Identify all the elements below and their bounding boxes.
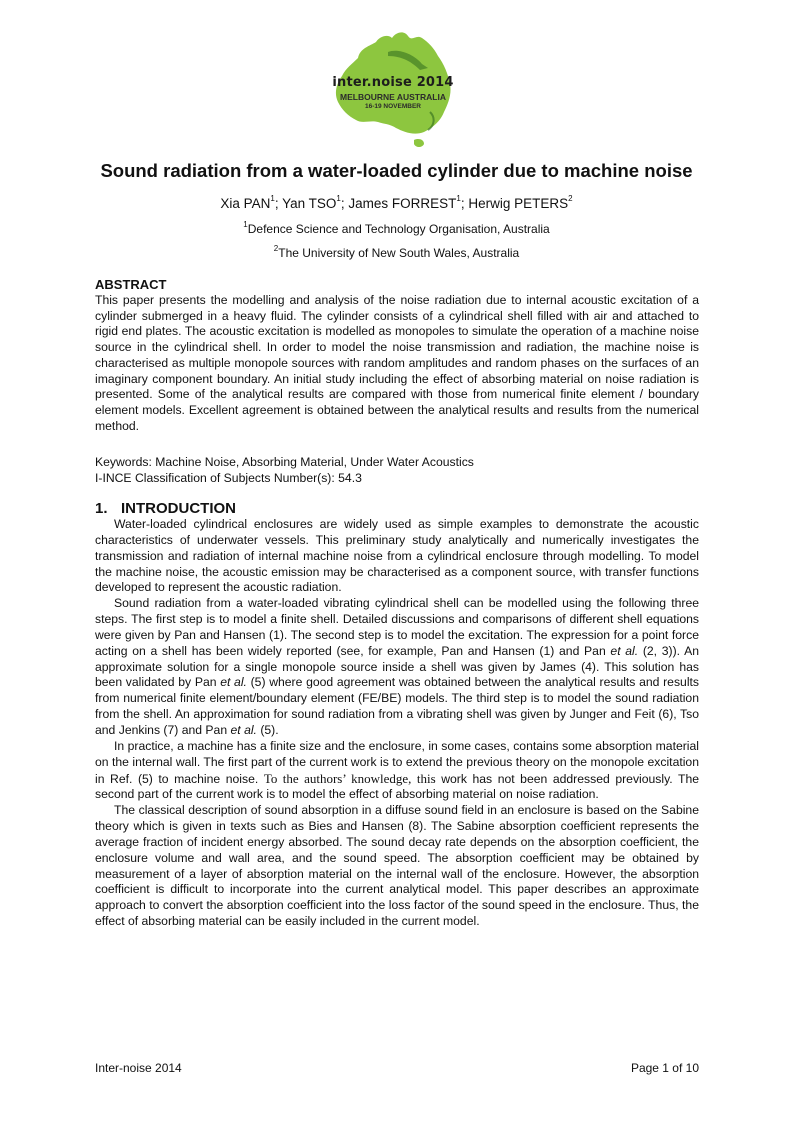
author-sup: 1 [456, 194, 461, 203]
text-run-serif: To the authors’ knowledge, this [263, 770, 436, 786]
logo-location: MELBOURNE AUSTRALIA [340, 92, 446, 102]
text-run: In practice, a machine has a finite size and the enclosure, in some cases, contains some absorption material on the internal wall. The first part of the current work is to extend the previous theory on the monopole excitation in Ref. (5) to machine noise. [95, 738, 699, 786]
affiliation-sup: 1 [243, 220, 248, 229]
text-run-italic: et al. [220, 675, 247, 690]
text-run: (5) where good agreement was obtained between the analytical results and results from numerical finite element/boundary element (FE/BE) models. The third step is to model the sound radiation from the shell. An approximation for sound radiation from a vibrating shell was given by Junger and Feit (6), Tso and Jenkins (7) and Pan [95, 675, 700, 737]
author-name: Herwig PETERS [468, 196, 569, 211]
introduction-body [95, 517, 699, 930]
footer-page-number: Page 1 of 10 [630, 1061, 699, 1075]
section-title: INTRODUCTION [121, 500, 236, 517]
author-sep: ; [460, 196, 469, 211]
abstract-text: This paper presents the modelling and analysis of the noise radiation due to internal acoustic excitation of a cylinder submerged in a heavy fluid. The cylinder consists of a cylindrical shell filled with air and attached to rigid end plates. The acoustic excitation is modelled as monopoles to simulate the operation of a machine noise source in the cylindrical shell. In order to model the noise transmission and radiation, the machine noise is characterised as multiple monopole sources with random amplitudes and random phases on the surfaces of an imaginary component boundary. An initial study including the effect of absorbing material on noise radiation is presented. Some of the analytical results are compared with those from numerical finite element / boundary element models. Excellent agreement is obtained between the analytical results and results from the numerical method. [95, 293, 699, 433]
conference-logo [318, 28, 468, 156]
logo-dates: 16-19 NOVEMBER [365, 103, 421, 110]
section-heading [95, 500, 236, 517]
affiliation [0, 246, 793, 260]
affiliation-sup: 2 [273, 244, 279, 253]
author-sup: 1 [336, 194, 341, 203]
keywords-block [95, 455, 474, 486]
abstract-heading: ABSTRACT [95, 277, 167, 292]
author-sup: 2 [568, 194, 573, 203]
text-run-italic: et al. [230, 722, 257, 737]
footer-conference: Inter-noise 2014 [95, 1061, 182, 1075]
text-run: (2, 3)). An approximate solution for a single monopole source inside a shell was given by James (4). This solution has been validated by Pan [95, 643, 699, 690]
paragraph [95, 739, 699, 803]
author-sep: ; [340, 196, 349, 211]
text-run: Sound radiation from a water-loaded vibrating cylindrical shell can be modelled using the following three steps. The first step is to model a finite shell. Detailed discussions and comparisons of different shell equations were given by Pan and Hansen (1). The second step is to model the excitation. The expression for a point force acting on a shell has been widely reported (see, for example, Pan and Hansen (1) and Pan [95, 596, 699, 658]
affiliation [0, 222, 793, 236]
logo-title: inter.noise 2014 [332, 75, 454, 90]
paper-title: Sound radiation from a water-loaded cylinder due to machine noise [100, 160, 693, 181]
author-list [0, 196, 793, 211]
text-run-italic: et al. [610, 643, 639, 658]
text-run: (5). [256, 722, 279, 737]
section-number: 1. [95, 500, 108, 517]
classification-line: I-INCE Classification of Subjects Number(s): 54.3 [95, 470, 362, 485]
paragraph: The classical description of sound absorption in a diffuse sound field in an enclosure is based on the Sabine theory which is given in texts such as Bies and Hansen (8). The Sabine absorption coefficient represents the average fraction of incident energy absorbed. The sound decay rate depends on the absorption coefficient, the enclosure volume and wall area, and the sound speed. The absorption coefficient may be obtained by measurement of a layer of absorption material on the internal wall of the enclosure. However, the absorption coefficient is difficult to incorporate into the current analytical model. This paper describes an approximate approach to convert the absorption coefficient into the loss factor of the sound speed in the enclosure. Thus, the effect of absorbing material can be easily included in the current model. [95, 803, 699, 929]
author-name: Xia PAN [220, 196, 271, 211]
paragraph: Water-loaded cylindrical enclosures are widely used as simple examples to demonstrate the acoustic characteristics of underwater vessels. This preliminary study analytically and numerically investigates the transmission and radiation of internal machine noise from a cylindrical enclosure through modelling. To model the machine noise, the acoustic emission may be characterised as a component source, with transfer functions developed to represent the acoustic radiation. [95, 517, 699, 595]
paragraph [95, 596, 699, 739]
author-sep: ; [274, 196, 283, 211]
affiliation-text: The University of New South Wales, Australia [278, 246, 520, 260]
author-name: James FORREST [348, 196, 457, 211]
author-sup: 1 [270, 194, 275, 203]
affiliation-text: Defence Science and Technology Organisation, Australia [247, 222, 550, 236]
author-name: Yan TSO [282, 196, 337, 211]
text-run: work has not been addressed previously. The second part of the current work is to model the effect of absorbing material on noise radiation. [95, 771, 700, 802]
keywords-line: Keywords: Machine Noise, Absorbing Material, Under Water Acoustics [95, 455, 474, 469]
